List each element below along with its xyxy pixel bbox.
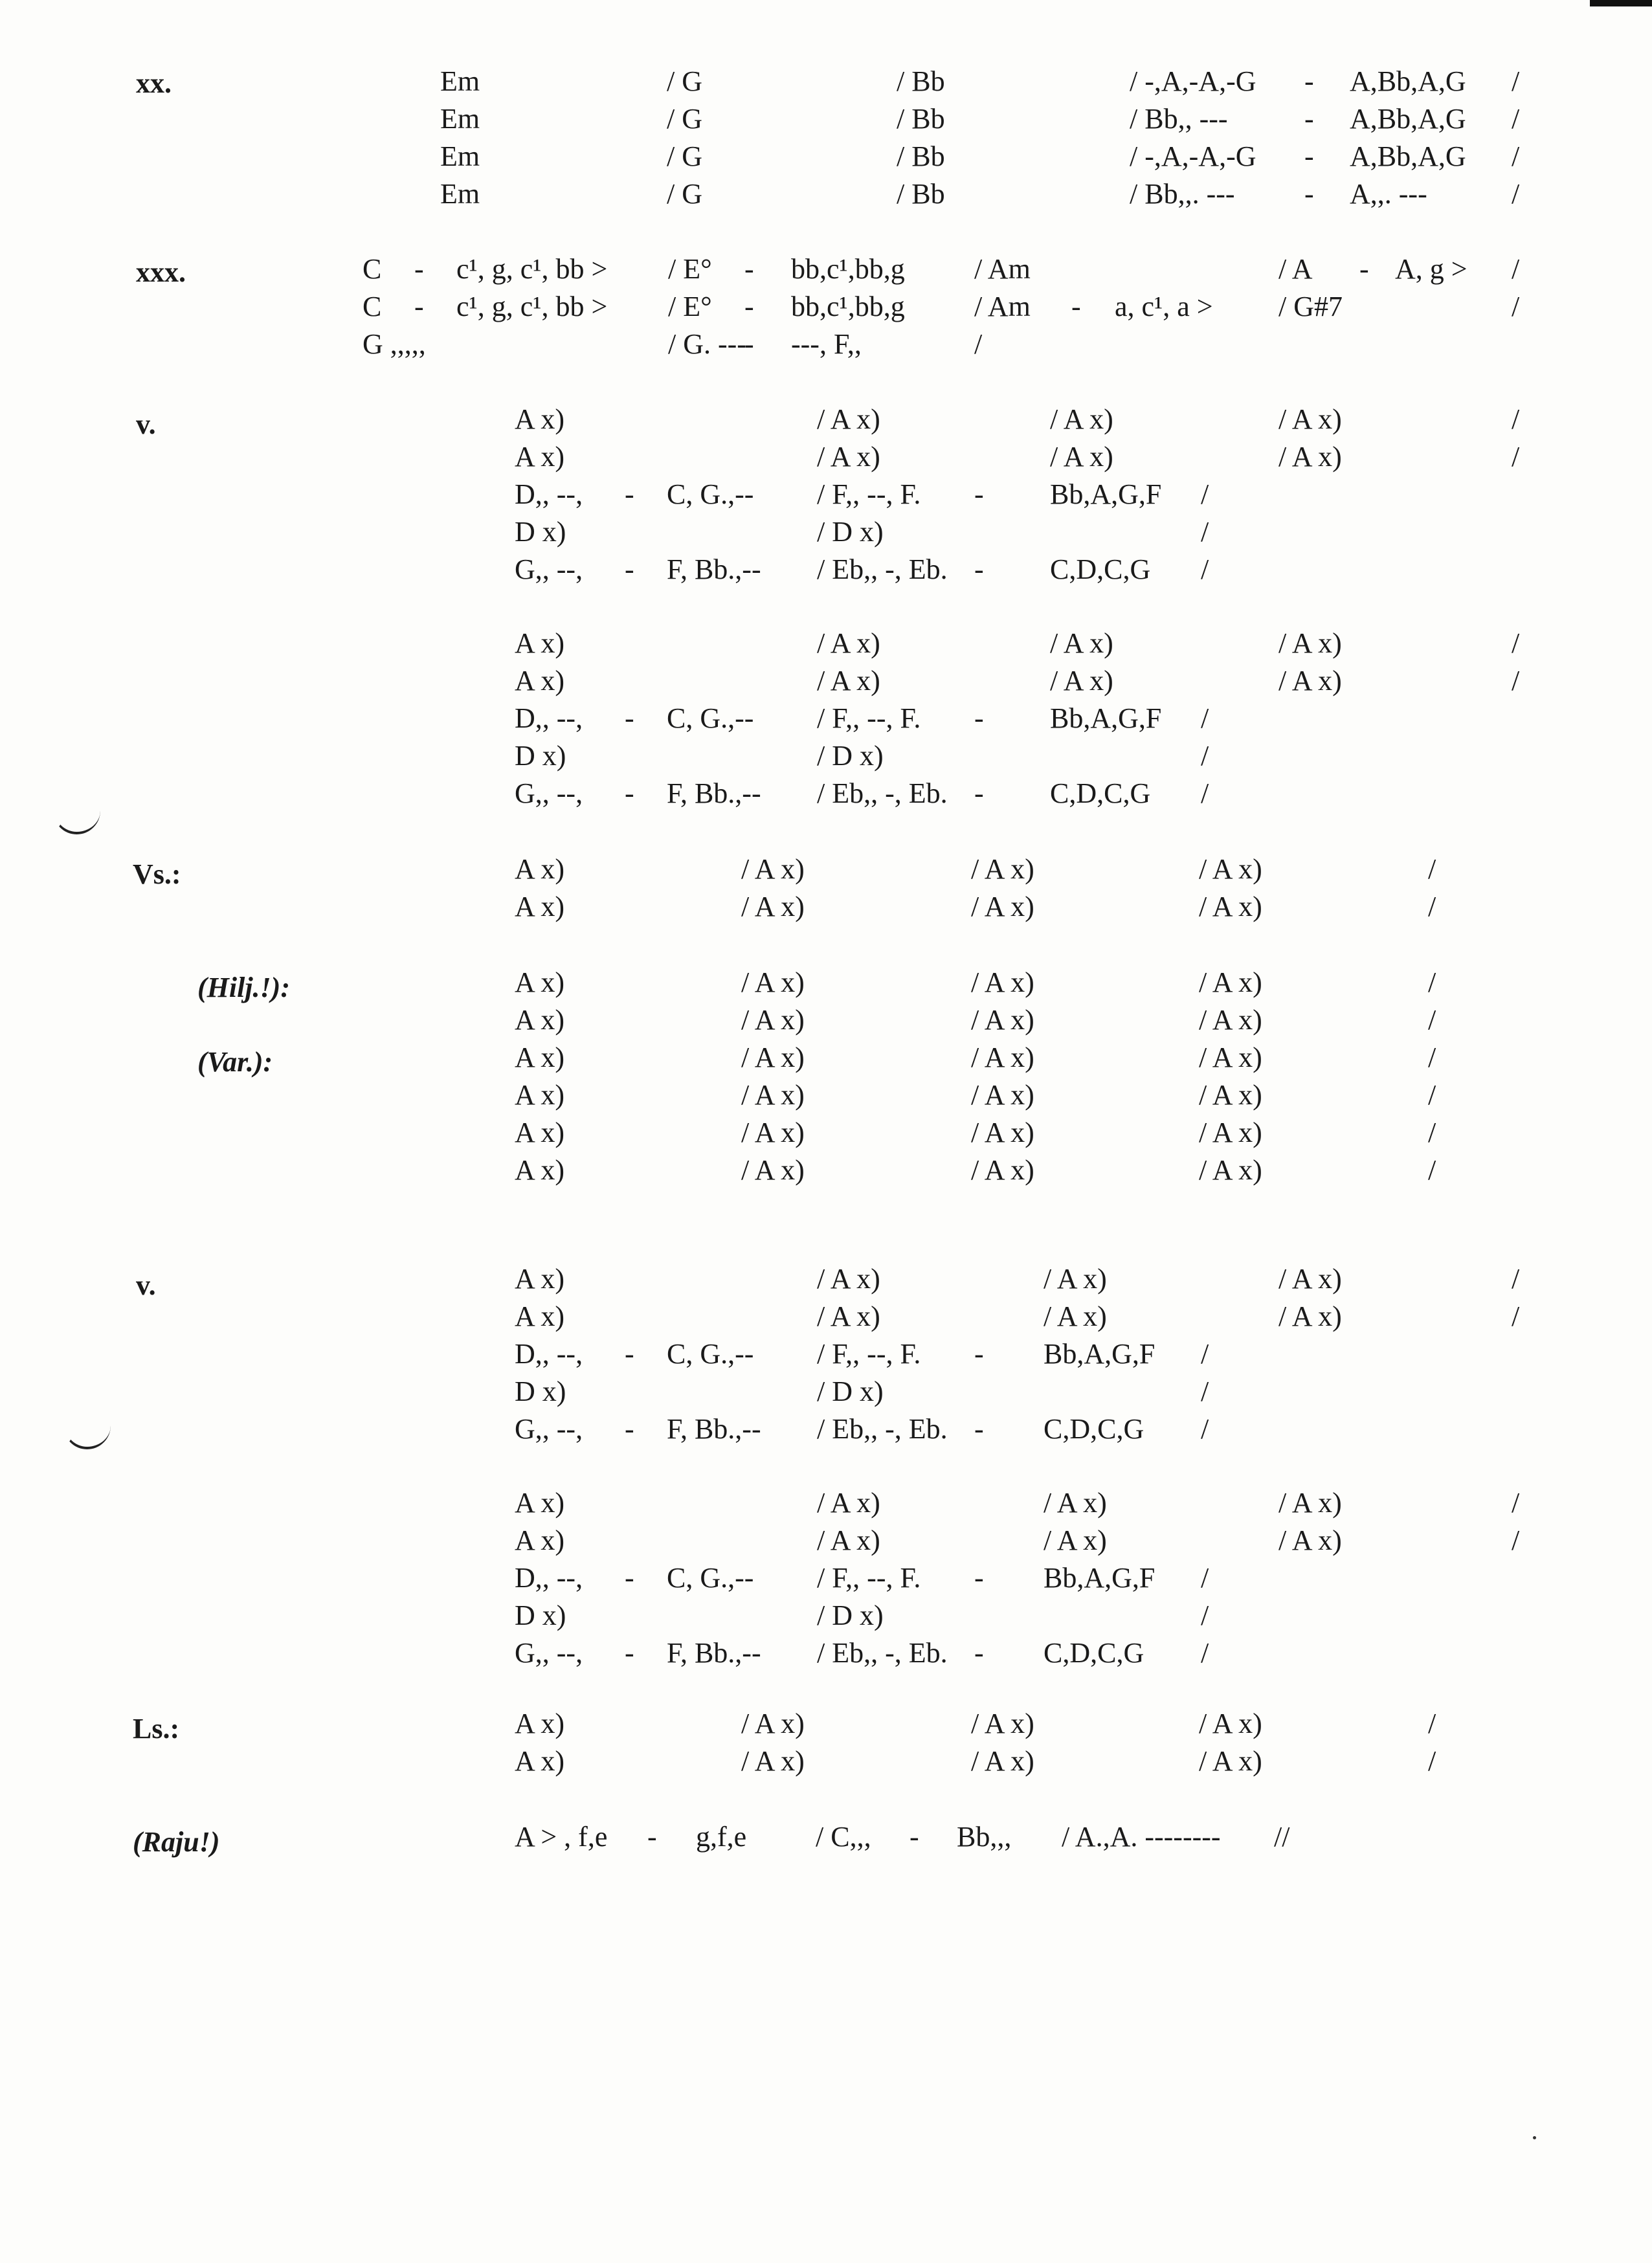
chord-cell: / A x)	[817, 403, 880, 435]
chord-cell: / A x)	[971, 1745, 1034, 1777]
chord-cell: G ,,,,,	[363, 328, 426, 360]
chord-row	[0, 1704, 1652, 1743]
chord-cell: C,D,C,G	[1044, 1413, 1144, 1445]
chord-row	[0, 175, 1652, 214]
chord-cell: / E°	[668, 291, 712, 322]
chord-cell: /	[1512, 627, 1520, 659]
chord-cell: / A x)	[1278, 1524, 1342, 1556]
chord-cell: A x)	[515, 665, 564, 697]
chord-cell: C,D,C,G	[1050, 553, 1151, 585]
section-sublabel: (Var.):	[197, 1046, 273, 1078]
chord-cell: bb,c¹,bb,g	[791, 253, 905, 285]
chord-cell: / A x)	[741, 891, 805, 922]
chord-row	[0, 100, 1652, 139]
chord-cell: Bb,A,G,F	[1050, 702, 1162, 734]
chord-cell: -	[1304, 178, 1314, 210]
chord-cell: /	[1512, 1487, 1520, 1519]
chord-cell: Bb,A,G,F	[1044, 1338, 1155, 1370]
chord-cell: /	[1201, 1562, 1209, 1594]
chord-cell: A x)	[515, 1079, 564, 1111]
chord-cell: G,, --,	[515, 777, 583, 809]
chord-cell: A x)	[515, 1708, 564, 1739]
chord-cell: / Bb	[897, 140, 945, 172]
chord-cell: D,, --,	[515, 702, 583, 734]
chord-cell: / A x)	[1199, 1004, 1262, 1036]
chord-cell: / A x)	[817, 627, 880, 659]
chord-cell: / A.,A. --------	[1062, 1821, 1221, 1853]
section-label: Vs.:	[133, 858, 181, 890]
chord-row	[0, 137, 1652, 176]
chord-cell: / A x)	[1044, 1487, 1107, 1519]
chord-row	[0, 662, 1652, 700]
chord-cell: / Am	[974, 291, 1031, 322]
chord-cell: / Bb	[897, 65, 945, 97]
chord-cell: / A x)	[1199, 891, 1262, 922]
chord-cell: F, Bb.,--	[667, 1413, 761, 1445]
chord-cell: A x)	[515, 1004, 564, 1036]
chord-cell: -	[910, 1821, 919, 1853]
chord-cell: A,Bb,A,G	[1350, 65, 1466, 97]
chord-cell: / -,A,-A,-G	[1130, 140, 1256, 172]
chord-cell: /	[1201, 1376, 1209, 1407]
chord-cell: / A x)	[817, 1300, 880, 1332]
chord-cell: C	[363, 253, 382, 285]
chord-cell: / A x)	[971, 853, 1034, 885]
chord-cell: A x)	[515, 1154, 564, 1186]
chord-cell: Em	[440, 65, 480, 97]
chord-cell: F, Bb.,--	[667, 777, 761, 809]
chord-cell: / D x)	[817, 516, 884, 548]
chord-cell: / A x)	[1278, 627, 1342, 659]
chord-cell: / A x)	[741, 1708, 805, 1739]
chord-row	[0, 1001, 1652, 1040]
chord-row	[0, 1260, 1652, 1299]
chord-cell: / A x)	[1199, 966, 1262, 998]
chord-cell: /	[1512, 1300, 1520, 1332]
chord-row	[0, 774, 1652, 813]
chord-cell: /	[1428, 1745, 1436, 1777]
chord-cell: / A x)	[1199, 1117, 1262, 1148]
chord-cell: /	[1428, 1708, 1436, 1739]
chord-cell: / Bb	[897, 103, 945, 135]
chord-row	[0, 1113, 1652, 1152]
chord-cell: D x)	[515, 516, 566, 548]
chord-cell: / A x)	[971, 1079, 1034, 1111]
chord-cell: A x)	[515, 441, 564, 473]
chord-cell: / A x)	[817, 1524, 880, 1556]
chord-cell: / Bb	[897, 178, 945, 210]
chord-row	[0, 1596, 1652, 1635]
chord-cell: /	[1428, 1042, 1436, 1073]
chord-cell: -	[744, 291, 754, 322]
chord-row	[0, 62, 1652, 101]
chord-cell: /	[1512, 65, 1520, 97]
chord-cell: /	[1201, 777, 1209, 809]
chord-row	[0, 287, 1652, 326]
chord-cell: / A x)	[1199, 853, 1262, 885]
chord-cell: Bb,A,G,F	[1044, 1562, 1155, 1594]
chord-cell: -	[974, 1413, 984, 1445]
chord-cell: / A x)	[741, 1117, 805, 1148]
chord-cell: / Eb,, -, Eb.	[817, 777, 948, 809]
chord-cell: /	[1512, 665, 1520, 697]
chord-cell: /	[1201, 740, 1209, 772]
chord-cell: Em	[440, 178, 480, 210]
chord-cell: / G. ---	[668, 328, 746, 360]
chord-cell: A x)	[515, 966, 564, 998]
chord-cell: / G	[667, 103, 702, 135]
chord-cell: / Bb,,. ---	[1130, 178, 1235, 210]
chord-cell: /	[1201, 478, 1209, 510]
chord-cell: / A x)	[817, 441, 880, 473]
chord-cell: A x)	[515, 853, 564, 885]
chord-cell: A x)	[515, 1487, 564, 1519]
chord-cell: -	[625, 702, 634, 734]
chord-cell: / D x)	[817, 1600, 884, 1631]
chord-cell: -	[414, 253, 424, 285]
chord-cell: / A x)	[1044, 1300, 1107, 1332]
chord-cell: A x)	[515, 1300, 564, 1332]
chord-cell: / A x)	[1278, 665, 1342, 697]
chord-cell: -	[625, 1637, 634, 1669]
chord-cell: / F,, --, F.	[817, 1338, 921, 1370]
chord-row	[0, 1818, 1652, 1856]
chord-row	[0, 1372, 1652, 1411]
scan-edge-mark	[1590, 0, 1652, 6]
chord-cell: /	[1512, 1524, 1520, 1556]
chord-cell: Em	[440, 140, 480, 172]
chord-cell: g,f,e	[696, 1821, 747, 1853]
chord-cell: D,, --,	[515, 1562, 583, 1594]
chord-cell: D,, --,	[515, 1338, 583, 1370]
chord-cell: C, G.,--	[667, 1338, 754, 1370]
chord-cell: /	[1512, 291, 1520, 322]
chord-row	[0, 550, 1652, 589]
chord-cell: /	[974, 328, 983, 360]
chord-cell: /	[1428, 1079, 1436, 1111]
chord-cell: Em	[440, 103, 480, 135]
chord-row	[0, 1410, 1652, 1449]
chord-cell: / -,A,-A,-G	[1130, 65, 1256, 97]
chord-cell: -	[1304, 140, 1314, 172]
chord-cell: /	[1428, 1004, 1436, 1036]
chord-cell: G,, --,	[515, 553, 583, 585]
chord-cell: -	[974, 777, 984, 809]
section-label: v.	[136, 408, 156, 440]
chord-cell: / A x)	[1199, 1708, 1262, 1739]
chord-cell: /	[1201, 1600, 1209, 1631]
chord-cell: / Am	[974, 253, 1031, 285]
chord-cell: / A x)	[1278, 441, 1342, 473]
section-label: v.	[136, 1269, 156, 1301]
chord-row	[0, 624, 1652, 663]
chord-cell: A x)	[515, 627, 564, 659]
chord-cell: / G#7	[1278, 291, 1343, 322]
chord-row	[0, 1335, 1652, 1374]
chord-cell: / A	[1278, 253, 1313, 285]
chord-row	[0, 1634, 1652, 1673]
chord-cell: -	[625, 1338, 634, 1370]
chord-cell: / A x)	[1050, 441, 1113, 473]
chord-row	[0, 513, 1652, 552]
chord-cell: / A x)	[1050, 403, 1113, 435]
chord-cell: D x)	[515, 740, 566, 772]
chord-cell: -	[974, 1562, 984, 1594]
chord-cell: D x)	[515, 1376, 566, 1407]
chord-row	[0, 1559, 1652, 1598]
chord-cell: / G	[667, 65, 702, 97]
chord-cell: -	[625, 777, 634, 809]
chord-cell: C, G.,--	[667, 702, 754, 734]
chord-cell: /	[1428, 891, 1436, 922]
chord-cell: C,D,C,G	[1044, 1637, 1144, 1669]
chord-cell: / A x)	[971, 1708, 1034, 1739]
chord-row	[0, 1484, 1652, 1522]
chord-cell: /	[1512, 140, 1520, 172]
chord-cell: A,,. ---	[1350, 178, 1427, 210]
chord-cell: -	[625, 478, 634, 510]
chord-cell: / A x)	[1199, 1745, 1262, 1777]
section-label: (Hilj.!):	[197, 972, 290, 1003]
chord-cell: -	[625, 1413, 634, 1445]
chord-row	[0, 850, 1652, 889]
chord-cell: / A x)	[1050, 627, 1113, 659]
chord-cell: / A x)	[1199, 1042, 1262, 1073]
chord-row	[0, 250, 1652, 289]
chord-cell: D,, --,	[515, 478, 583, 510]
chord-cell: Bb,,,	[957, 1821, 1012, 1853]
chord-cell: F, Bb.,--	[667, 1637, 761, 1669]
chord-cell: / Eb,, -, Eb.	[817, 1413, 948, 1445]
chord-cell: /	[1201, 516, 1209, 548]
chord-row	[0, 1151, 1652, 1190]
chord-row	[0, 887, 1652, 926]
chord-cell: -	[974, 553, 984, 585]
chord-cell: /	[1512, 403, 1520, 435]
chord-cell: /	[1201, 553, 1209, 585]
chord-cell: C, G.,--	[667, 478, 754, 510]
chord-row	[0, 737, 1652, 775]
chord-cell: -	[974, 1637, 984, 1669]
chord-cell: -	[744, 253, 754, 285]
chord-cell: /	[1201, 702, 1209, 734]
section-label: xx.	[136, 67, 172, 99]
chord-cell: / A x)	[971, 891, 1034, 922]
chord-cell: / A x)	[1044, 1263, 1107, 1295]
chord-cell: A,Bb,A,G	[1350, 103, 1466, 135]
chord-cell: / F,, --, F.	[817, 1562, 921, 1594]
chord-cell: A x)	[515, 1117, 564, 1148]
chord-cell: D x)	[515, 1600, 566, 1631]
chord-cell: /	[1201, 1413, 1209, 1445]
chord-cell: -	[744, 328, 754, 360]
section-label: (Raju!)	[133, 1826, 220, 1858]
chord-cell: Bb,A,G,F	[1050, 478, 1162, 510]
chord-row	[0, 325, 1652, 364]
chord-cell: / A x)	[971, 1154, 1034, 1186]
chord-cell: -	[625, 553, 634, 585]
chord-cell: C	[363, 291, 382, 322]
chord-cell: -	[974, 702, 984, 734]
chord-cell: //	[1274, 1821, 1290, 1853]
chord-cell: A x)	[515, 1042, 564, 1073]
chord-cell: / G	[667, 178, 702, 210]
chord-cell: / F,, --, F.	[817, 702, 921, 734]
chord-cell: / A x)	[817, 1487, 880, 1519]
chord-cell: -	[414, 291, 424, 322]
chord-cell: / Bb,, ---	[1130, 103, 1228, 135]
chord-row	[0, 1297, 1652, 1336]
chord-cell: / A x)	[817, 665, 880, 697]
chord-cell: / A x)	[1278, 403, 1342, 435]
chord-cell: / A x)	[971, 966, 1034, 998]
chord-cell: c¹, g, c¹, bb >	[456, 253, 608, 285]
chord-cell: -	[1304, 65, 1314, 97]
chord-row	[0, 1521, 1652, 1560]
chord-cell: A,Bb,A,G	[1350, 140, 1466, 172]
chord-cell: / A x)	[1278, 1263, 1342, 1295]
chord-cell: / A x)	[741, 1079, 805, 1111]
chord-cell: -	[1304, 103, 1314, 135]
chord-cell: / A x)	[971, 1117, 1034, 1148]
chord-cell: / A x)	[817, 1263, 880, 1295]
chord-cell: / A x)	[741, 1745, 805, 1777]
section-label: Ls.:	[133, 1713, 180, 1745]
chord-cell: G,, --,	[515, 1413, 583, 1445]
chord-cell: / A x)	[971, 1004, 1034, 1036]
chord-cell: / Eb,, -, Eb.	[817, 553, 948, 585]
chord-cell: /	[1512, 178, 1520, 210]
chord-cell: / A x)	[741, 966, 805, 998]
chord-cell: /	[1512, 103, 1520, 135]
chord-cell: / A x)	[1044, 1524, 1107, 1556]
chord-cell: / G	[667, 140, 702, 172]
chord-cell: / D x)	[817, 740, 884, 772]
chord-row	[0, 400, 1652, 439]
chord-cell: bb,c¹,bb,g	[791, 291, 905, 322]
chord-cell: / A x)	[1278, 1300, 1342, 1332]
chord-cell: /	[1428, 1117, 1436, 1148]
chord-cell: C,D,C,G	[1050, 777, 1151, 809]
chord-cell: -	[974, 478, 984, 510]
chord-row	[0, 438, 1652, 476]
chord-cell: / A x)	[971, 1042, 1034, 1073]
chord-cell: / A x)	[1050, 665, 1113, 697]
chord-cell: /	[1201, 1338, 1209, 1370]
chord-row	[0, 1742, 1652, 1781]
chord-row	[0, 475, 1652, 514]
chord-cell: -	[1359, 253, 1369, 285]
chord-cell: /	[1512, 253, 1520, 285]
chord-cell: / Eb,, -, Eb.	[817, 1637, 948, 1669]
scan-speck	[1533, 2136, 1536, 2139]
chord-cell: -	[1071, 291, 1081, 322]
chord-cell: -	[625, 1562, 634, 1594]
chord-cell: / A x)	[741, 1004, 805, 1036]
chord-cell: A x)	[515, 1263, 564, 1295]
chord-cell: A x)	[515, 1745, 564, 1777]
chord-cell: A, g >	[1395, 253, 1468, 285]
chord-cell: a, c¹, a >	[1115, 291, 1213, 322]
chord-cell: /	[1201, 1637, 1209, 1669]
chord-cell: / E°	[668, 253, 712, 285]
chord-cell: /	[1428, 966, 1436, 998]
chord-cell: / A x)	[741, 1154, 805, 1186]
chord-cell: A x)	[515, 891, 564, 922]
chord-cell: / A x)	[1199, 1154, 1262, 1186]
chord-cell: /	[1428, 853, 1436, 885]
chord-cell: -	[974, 1338, 984, 1370]
chord-cell: C, G.,--	[667, 1562, 754, 1594]
chord-cell: / A x)	[741, 1042, 805, 1073]
chord-cell: / A x)	[1278, 1487, 1342, 1519]
chord-cell: /	[1428, 1154, 1436, 1186]
chord-cell: ---, F,,	[791, 328, 862, 360]
chord-cell: G,, --,	[515, 1637, 583, 1669]
chord-cell: A x)	[515, 1524, 564, 1556]
chord-row	[0, 1038, 1652, 1077]
chord-row	[0, 1076, 1652, 1115]
chord-cell: A > , f,e	[515, 1821, 608, 1853]
chord-cell: / A x)	[1199, 1079, 1262, 1111]
section-label: xxx.	[136, 256, 186, 288]
chord-cell: -	[647, 1821, 657, 1853]
chord-cell: / A x)	[741, 853, 805, 885]
chord-cell: A x)	[515, 403, 564, 435]
chord-cell: /	[1512, 1263, 1520, 1295]
chord-cell: / D x)	[817, 1376, 884, 1407]
chord-cell: / F,, --, F.	[817, 478, 921, 510]
chord-cell: c¹, g, c¹, bb >	[456, 291, 608, 322]
chord-cell: F, Bb.,--	[667, 553, 761, 585]
chord-row	[0, 699, 1652, 738]
chord-row	[0, 963, 1652, 1002]
chord-cell: / C,,,	[816, 1821, 871, 1853]
chord-cell: /	[1512, 441, 1520, 473]
